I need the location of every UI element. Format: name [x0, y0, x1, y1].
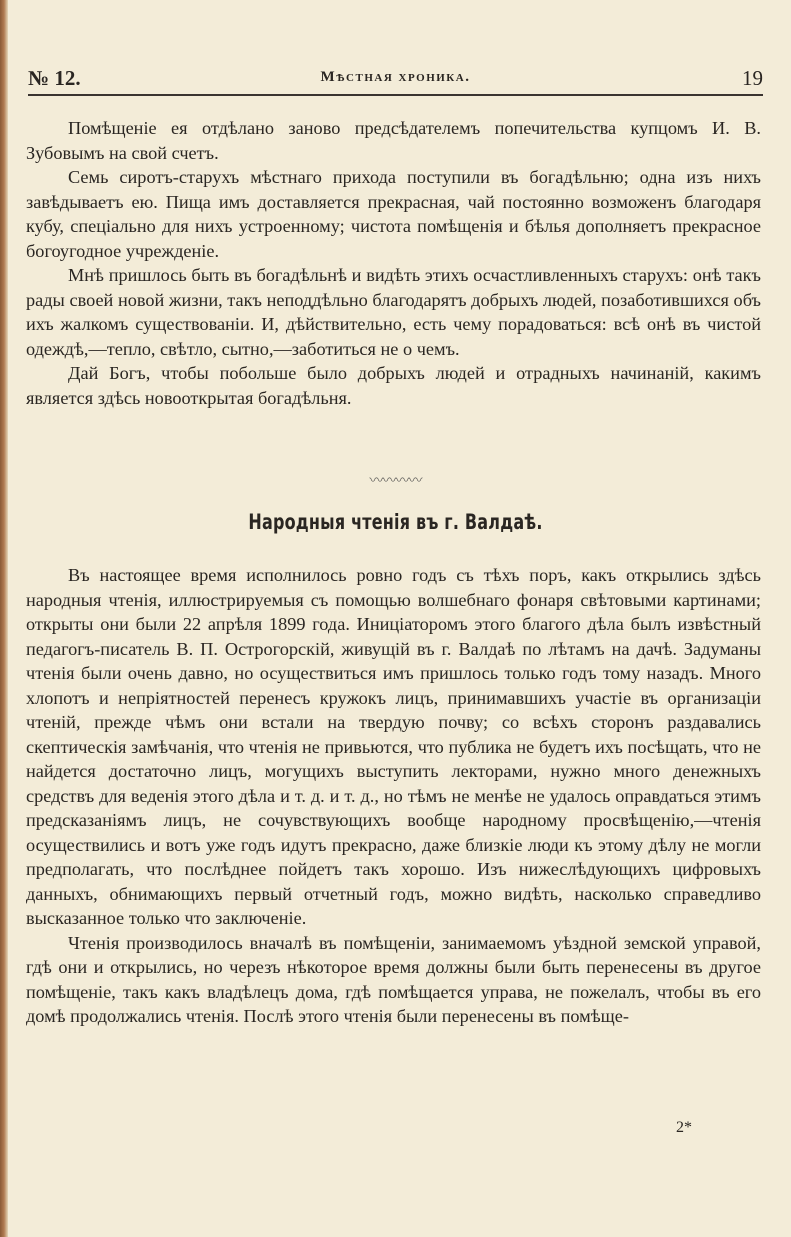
section-heading: Мѣстная хроника.	[320, 69, 471, 85]
paragraph: Въ настоящее время исполнилось ровно годъ съ тѣхъ поръ, какъ открылись здѣсь народныя чтенія, иллюстрируемыя съ помощью волшебнаго фонаря свѣтовыми картинами; открыты они были 22 апрѣля 1899 года. Иниціаторомъ этого благого дѣла былъ извѣстный педагогъ-писатель В. П. Острогорскій, живущій въ г. Валдаѣ по лѣтамъ на дачѣ. Задуманы чтенія были очень давно, но осуществиться имъ пришлось только годъ тому назадъ. Много хлопотъ и непріятностей перенесъ кружокъ лицъ, принимавшихъ участіе въ организаціи чтеній, прежде чѣмъ они встали на твердую почву; со всѣхъ сторонъ раздавались скептическія замѣчанія, что чтенія не привьются, что публика не будетъ ихъ посѣщать, что не найдется достаточно лицъ, могущихъ выступить лекторами, нужно много денежныхъ средствъ для веденія этого дѣла и т. д. и т. д., но тѣмъ не менѣе не удалось оправдаться этимъ предсказаніямъ лицъ, не сочувствующихъ вообще народному просвѣщенію,—чтенія осуществились и вотъ уже годъ идутъ прекрасно, даже близкіе люди къ этому дѣлу не могли предполагать, что послѣднее пойдетъ такъ хорошо. Изъ нижеслѣдующихъ цифровыхъ данныхъ, обнимающихъ первый отчетный годъ, можно видѣть, насколько справедливо высказанное только что заключеніе.	[26, 565, 761, 928]
issue-number: № 12.	[28, 66, 81, 90]
paragraph: Мнѣ пришлось быть въ богадѣльнѣ и видѣть этихъ осчастливленныхъ старухъ: онѣ такъ рады своей новой жизни, такъ неподдѣльно благодарятъ добрыхъ людей, позаботившихся объ ихъ жалкомъ существованіи. И, дѣйствительно, есть чему порадоваться: всѣ онѣ въ чистой одеждѣ,—тепло, свѣтло, сытно,—заботиться не о чемъ.	[26, 265, 761, 359]
page-number: 19	[742, 66, 763, 90]
paragraph: Дай Богъ, чтобы побольше было добрыхъ людей и отрадныхъ начинаній, какимъ является здѣсь новооткрытая богадѣльня.	[26, 363, 761, 408]
paragraph: Чтенія производилось вначалѣ въ помѣщеніи, занимаемомъ уѣздной земской управой, гдѣ они и открылись, но черезъ нѣкоторое время должны были быть перенесены въ другое помѣщеніе, такъ какъ владѣлецъ дома, гдѣ помѣщается управа, не пожелалъ, чтобы въ его домѣ продолжались чтенія. Послѣ этого чтенія были перенесены въ помѣще-	[26, 932, 761, 1026]
article-title: Народныя чтенія въ г. Валдаѣ.	[248, 508, 543, 535]
page-binding-edge	[0, 0, 8, 1237]
article-body	[26, 563, 761, 1029]
article-continuation	[26, 116, 761, 410]
signature-mark: 2*	[676, 1119, 692, 1136]
paragraph: Семь сиротъ-старухъ мѣстнаго прихода поступили въ богадѣльню; одна изъ нихъ завѣдываетъ ею. Пища имъ доставляется прекрасная, чай постоянно возможенъ благодаря кубу, спеціально для нихъ устроенному; чистота помѣщенія и бѣлья дополняетъ прекрасное богоугодное учрежденіе.	[26, 167, 761, 261]
paragraph: Помѣщеніе ея отдѣлано заново предсѣдателемъ попечительства купцомъ И. В. Зубовымъ на свой счетъ.	[26, 118, 761, 163]
ornamental-divider: 〰〰〰〰	[369, 473, 422, 489]
running-header	[28, 64, 763, 96]
